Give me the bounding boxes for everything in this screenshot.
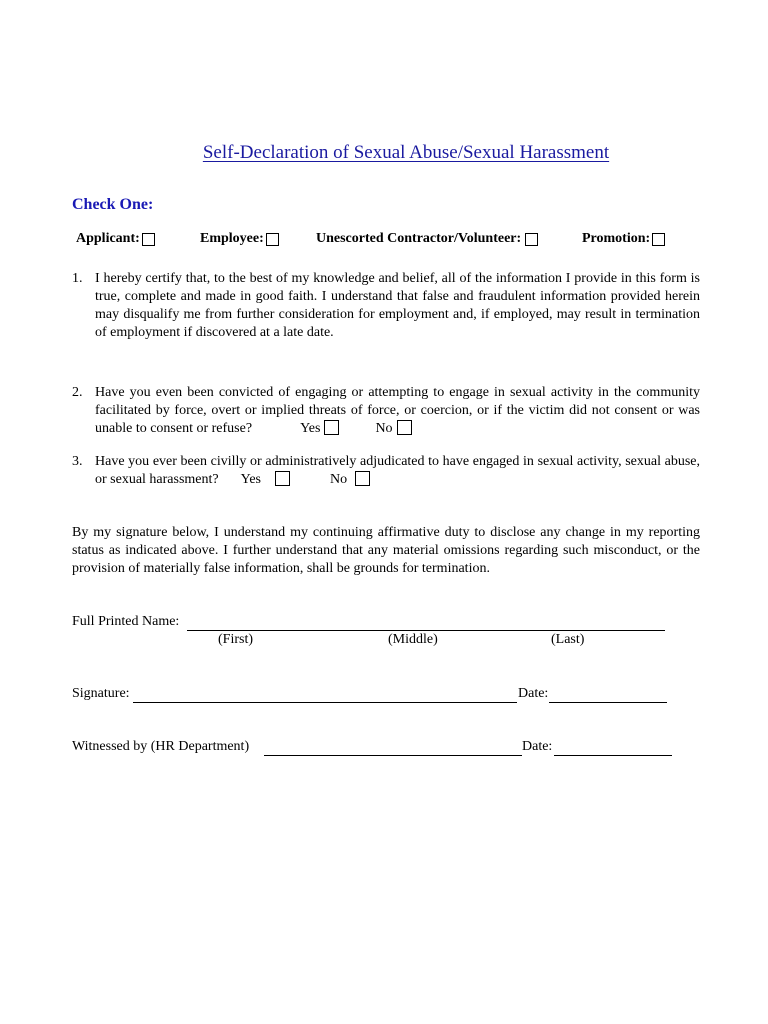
item-3-yes-checkbox[interactable] [275, 471, 290, 486]
witness-date-label: Date: [522, 739, 553, 754]
category-promotion [582, 231, 665, 247]
item-1-text: I hereby certify that, to the best of my knowledge and belief, all of the information I provide in this form is true, complete and made in good faith. I understand that false and fraudulent information provided herein may disqualify me from further consideration for employment and, if employed, may result in termination of employment if discovered at a late date. [95, 271, 700, 340]
item-3-no-label: No [330, 472, 348, 487]
signature-label: Signature: [72, 686, 130, 701]
category-applicant [76, 231, 155, 247]
first-name-caption: (First) [218, 632, 253, 647]
item-2-no-label: No [375, 421, 393, 436]
full-name-label: Full Printed Name: [72, 614, 180, 629]
middle-name-caption: (Middle) [388, 632, 438, 647]
full-name-line[interactable] [187, 614, 665, 631]
signature-line[interactable] [133, 686, 517, 703]
item-2-no-checkbox[interactable] [397, 420, 412, 435]
contractor-checkbox[interactable] [525, 233, 538, 246]
employee-checkbox[interactable] [266, 233, 279, 246]
item-2-yes-checkbox[interactable] [324, 420, 339, 435]
item-2-block [95, 384, 700, 438]
employee-label: Employee: [200, 231, 264, 246]
contractor-label: Unescorted Contractor/Volunteer: [316, 231, 522, 246]
item-2-yes-label: Yes [300, 421, 321, 436]
category-employee [200, 231, 279, 247]
acknowledgement-text: By my signature below, I understand my continuing affirmative duty to disclose any change in my reporting status as indicated above. I further understand that any material omissions regarding such misconduct, or the provision of materially false information, shall be grounds for termination. [72, 525, 700, 576]
item-2-text: Have you even been convicted of engaging or attempting to engage in sexual activity in the community facilitated by force, overt or implied threats of force, or coercion, or if the victim did not consent or was unable to consent or refuse? [95, 385, 700, 436]
item-2-number: 2. [72, 385, 83, 400]
check-one-heading: Check One: [72, 196, 154, 213]
witness-line[interactable] [264, 739, 522, 756]
applicant-checkbox[interactable] [142, 233, 155, 246]
signature-date-label: Date: [518, 686, 549, 701]
promotion-label: Promotion: [582, 231, 651, 246]
item-3-number: 3. [72, 454, 83, 469]
item-1-number: 1. [72, 271, 83, 286]
witness-label: Witnessed by (HR Department) [72, 739, 250, 754]
signature-date-line[interactable] [549, 686, 667, 703]
promotion-checkbox[interactable] [652, 233, 665, 246]
last-name-caption: (Last) [551, 632, 585, 647]
document-title: Self-Declaration of Sexual Abuse/Sexual Harassment [202, 142, 610, 163]
item-3-yes-label: Yes [240, 472, 261, 487]
witness-date-line[interactable] [554, 739, 672, 756]
item-3-block [95, 453, 700, 489]
item-3-no-checkbox[interactable] [355, 471, 370, 486]
item-3-text: Have you ever been civilly or administratively adjudicated to have engaged in sexual activity, sexual abuse, or sexual harassment? [95, 454, 700, 487]
category-contractor [316, 231, 538, 247]
applicant-label: Applicant: [76, 231, 140, 246]
